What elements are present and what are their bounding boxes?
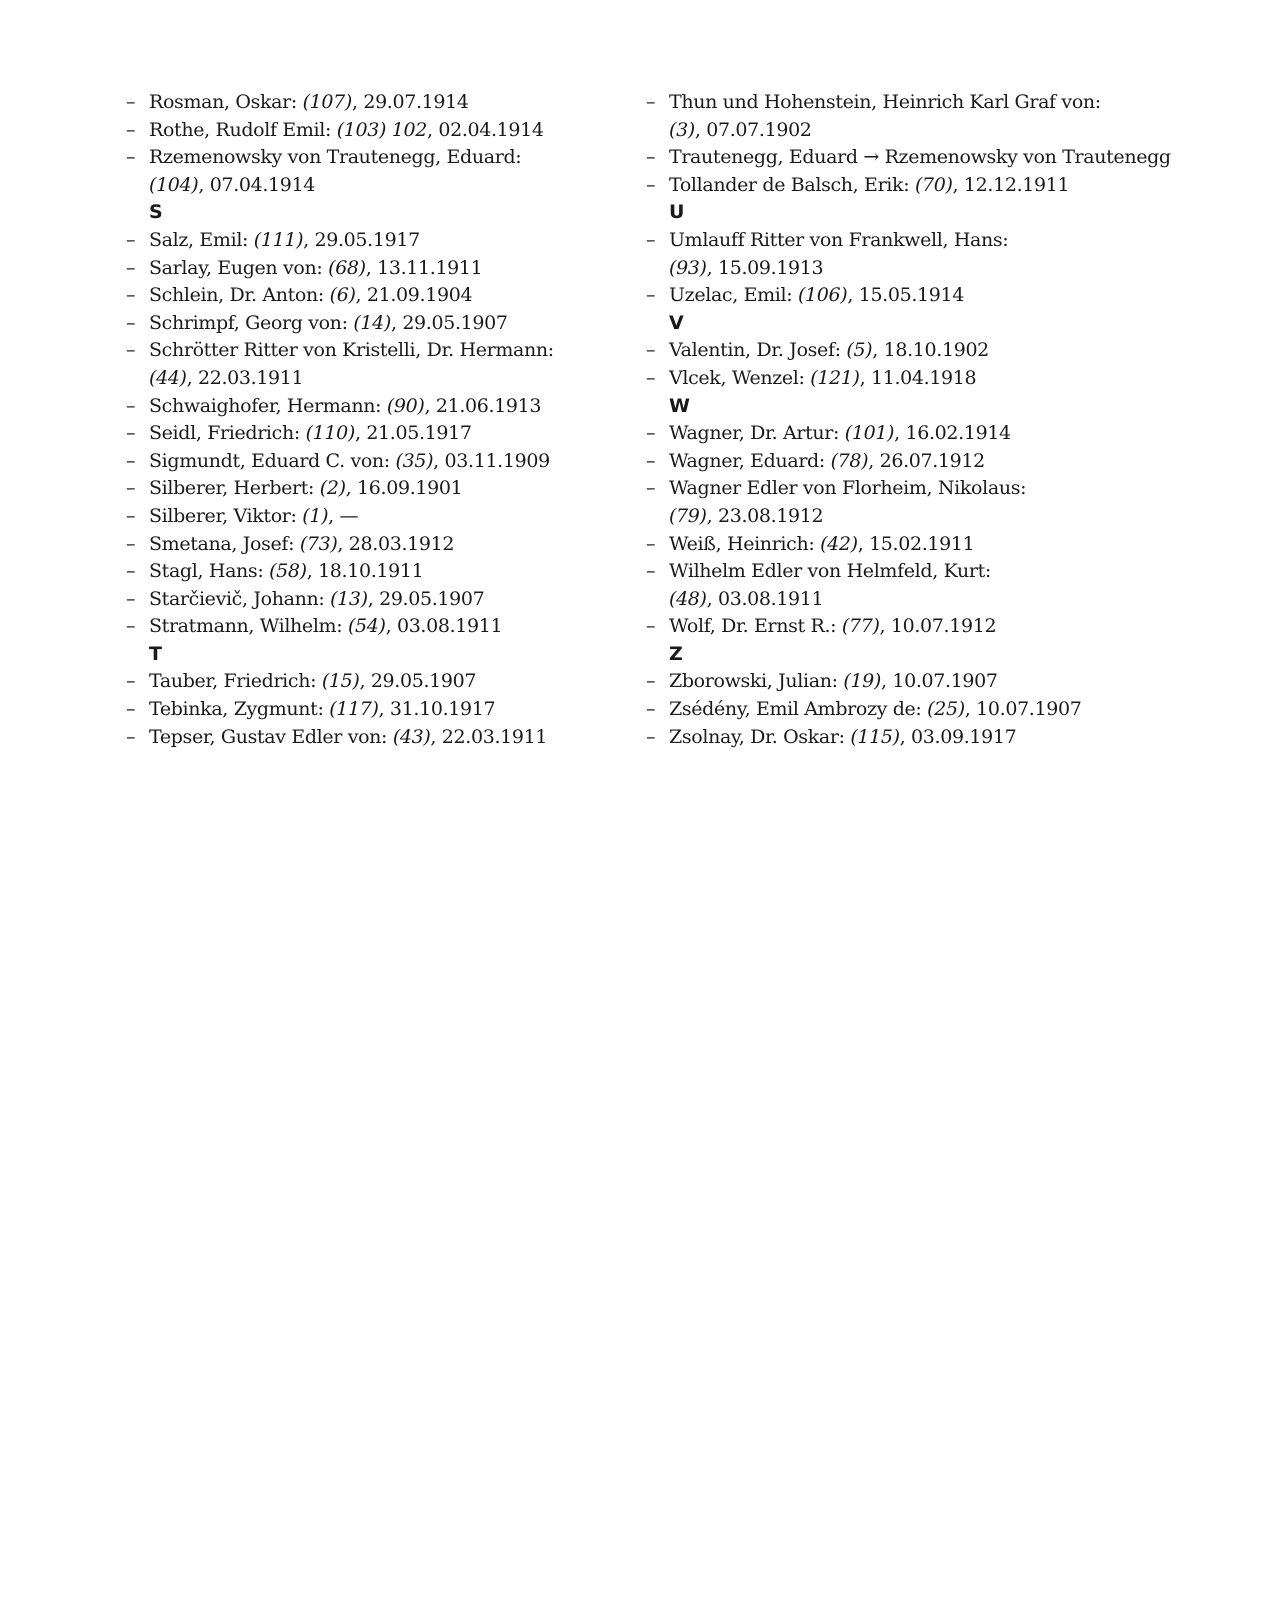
entry-text: , 16.02.1914 [894, 422, 1011, 445]
index-entry [126, 89, 606, 117]
entry-line [149, 89, 606, 117]
entry-text: Rzemenowsky von Trautenegg, Eduard: [149, 146, 522, 169]
index-entry [126, 420, 606, 448]
entry-text: Tepser, Gustav Edler von: [149, 725, 393, 748]
entry-dash: – [126, 670, 136, 693]
entry-text: Umlauff Ritter von Frankwell, Hans: [669, 228, 1009, 251]
entry-dash: – [646, 532, 656, 555]
entry-text: , 26.07.1912 [868, 449, 985, 472]
entry-reference-number: (35) [395, 449, 434, 472]
entry-dash: – [646, 422, 656, 445]
entry-text: Schrötter Ritter von Kristelli, Dr. Hermann: [149, 339, 554, 362]
index-entry [646, 696, 1206, 724]
entry-text: Salz, Emil: [149, 228, 254, 251]
entry-text: Zsédény, Emil Ambrozy de: [669, 698, 928, 721]
entry-dash: – [646, 725, 656, 748]
entry-text: Thun und Hohenstein, Heinrich Karl Graf von: [669, 91, 1101, 113]
entry-line [669, 586, 1206, 614]
entry-line [669, 89, 1206, 117]
entry-text: , 10.07.1907 [964, 698, 1082, 721]
entry-line [149, 172, 606, 200]
entry-text: Tebinka, Zygmunt: [149, 698, 330, 721]
entry-line [149, 586, 606, 614]
entry-reference-number: (54) [347, 615, 386, 638]
entry-line [669, 475, 1206, 503]
entry-text: Wolf, Dr. Ernst R.: [669, 615, 842, 638]
entry-line [149, 558, 606, 586]
entry-text: Seidl, Friedrich: [149, 422, 306, 445]
entry-dash: – [126, 284, 136, 307]
entry-text: , 07.04.1914 [198, 173, 316, 196]
entry-dash: – [646, 228, 656, 251]
entry-line [149, 420, 606, 448]
entry-reference-number: (110) [305, 422, 355, 445]
entry-reference-number: (121) [810, 366, 860, 389]
index-entry [126, 613, 606, 641]
entry-text: , 03.08.1911 [385, 615, 503, 638]
entry-text: , 29.05.1907 [390, 311, 508, 334]
index-entry [126, 117, 606, 145]
entry-text: , 28.03.1912 [337, 532, 455, 555]
section-letter: U [669, 201, 685, 224]
index-entry [646, 282, 1206, 310]
entry-text: , 15.05.1914 [847, 284, 964, 307]
entry-dash: – [126, 422, 136, 445]
entry-text: Weiß, Heinrich: [669, 532, 821, 555]
entry-text: Zsolnay, Dr. Oskar: [669, 725, 851, 748]
index-entry [126, 393, 606, 421]
index-entry [126, 586, 606, 614]
entry-dash: – [126, 725, 136, 748]
entry-line [669, 144, 1206, 172]
entry-text: Silberer, Herbert: [149, 477, 320, 500]
entry-line [149, 531, 606, 559]
entry-text: Silberer, Viktor: [149, 504, 303, 527]
entry-text: , 02.04.1914 [426, 118, 544, 141]
index-entry [646, 172, 1206, 200]
entry-line [669, 227, 1206, 255]
entry-dash: – [126, 339, 136, 362]
entry-text: , 15.09.1913 [706, 256, 824, 279]
entry-reference-number: (43) [392, 725, 431, 748]
entry-dash: – [646, 449, 656, 472]
entry-reference-number: (5) [846, 339, 873, 362]
entry-reference-number: (104) [149, 173, 199, 196]
entry-dash: – [646, 173, 656, 196]
entry-reference-number: (90) [386, 394, 425, 417]
index-entry [126, 282, 606, 310]
entry-text: , 23.08.1912 [706, 504, 824, 527]
entry-dash: – [646, 366, 656, 389]
entry-text: Vlcek, Wenzel: [669, 366, 811, 389]
entry-line [669, 668, 1206, 696]
entry-text: Stratmann, Wilhelm: [149, 615, 348, 638]
section-letter: W [669, 394, 690, 417]
index-entry [646, 144, 1206, 172]
entry-dash: – [646, 615, 656, 638]
entry-text: Sigmundt, Eduard C. von: [149, 449, 396, 472]
entry-reference-number: (25) [927, 698, 965, 721]
entry-reference-number: (77) [841, 615, 880, 638]
entry-reference-number: (78) [830, 449, 869, 472]
entry-dash: – [646, 339, 656, 362]
entry-line [149, 475, 606, 503]
entry-line [669, 531, 1206, 559]
entry-text: Stagl, Hans: [149, 560, 270, 583]
entry-text: , 29.05.1917 [303, 228, 420, 251]
entry-text: Zborowski, Julian: [669, 670, 844, 693]
entry-line [669, 503, 1206, 531]
index-entry [646, 337, 1206, 365]
entry-line [669, 696, 1206, 724]
entry-text: , 11.04.1918 [859, 366, 977, 389]
entry-line [149, 337, 606, 365]
entry-line [149, 696, 606, 724]
index-entry [126, 337, 606, 392]
entry-reference-number: (93) [669, 256, 707, 279]
entry-line [669, 255, 1206, 283]
entry-reference-number: (70) [914, 173, 953, 196]
entry-reference-number: (111) [253, 228, 304, 251]
entry-line [149, 310, 606, 338]
index-entry [646, 613, 1206, 641]
entry-dash: – [646, 698, 656, 721]
index-entry [126, 558, 606, 586]
index-column-right [646, 89, 1206, 751]
entry-text: Schlein, Dr. Anton: [149, 284, 330, 307]
entry-dash: – [126, 504, 136, 527]
entry-dash: – [126, 587, 136, 610]
entry-text: , 03.08.1911 [706, 587, 824, 610]
entry-line [669, 420, 1206, 448]
entry-line [149, 255, 606, 283]
entry-text: , 21.09.1904 [355, 284, 473, 307]
entry-dash: – [646, 670, 656, 693]
entry-line [669, 337, 1206, 365]
entry-dash: – [126, 228, 136, 251]
entry-reference-number: (68) [328, 256, 366, 279]
entry-text: , 31.10.1917 [378, 698, 496, 721]
entry-text: Tauber, Friedrich: [149, 670, 322, 693]
section-letter: S [149, 201, 163, 224]
entry-reference-number: (117) [329, 698, 379, 721]
entry-text: , 03.09.1917 [899, 725, 1017, 748]
entry-text: , 29.05.1907 [367, 587, 485, 610]
entry-reference-number: (103) 102 [336, 118, 427, 141]
entry-reference-number: (42) [820, 532, 858, 555]
section-letter: T [149, 642, 162, 665]
entry-reference-number: (15) [321, 670, 360, 693]
entry-line [669, 724, 1206, 752]
entry-text: , 15.02.1911 [857, 532, 975, 555]
entry-text: , 22.03.1911 [430, 725, 548, 748]
entry-line [149, 393, 606, 421]
entry-reference-number: (6) [329, 284, 356, 307]
entry-text: Wagner, Dr. Artur: [669, 422, 845, 445]
entry-text: Wilhelm Edler von Helmfeld, Kurt: [669, 560, 991, 583]
entry-text: , 29.05.1907 [359, 670, 477, 693]
entry-text: , 13.11.1911 [365, 256, 483, 279]
entry-line [669, 172, 1206, 200]
entry-reference-number: (73) [299, 532, 338, 555]
index-entry [646, 227, 1206, 282]
entry-line [149, 613, 606, 641]
entry-text: Sarlay, Eugen von: [149, 256, 329, 279]
entry-line [669, 117, 1206, 145]
entry-dash: – [126, 256, 136, 279]
entry-text: Smetana, Josef: [149, 532, 300, 555]
entry-line [149, 668, 606, 696]
index-entry [646, 365, 1206, 393]
entry-text: Trautenegg, Eduard → Rzemenowsky von Trautenegg [669, 146, 1171, 169]
entry-line [149, 365, 606, 393]
entry-text: Schwaighofer, Hermann: [149, 394, 387, 417]
entry-line [149, 117, 606, 145]
entry-text: Schrimpf, Georg von: [149, 311, 354, 334]
entry-text: , 16.09.1901 [345, 477, 463, 500]
entry-text: , 21.06.1913 [424, 394, 542, 417]
entry-line [669, 613, 1206, 641]
entry-text: , 18.10.1911 [306, 560, 424, 583]
entry-line [149, 144, 606, 172]
entry-text: Valentin, Dr. Josef: [669, 339, 847, 362]
entry-reference-number: (107) [302, 91, 352, 113]
entry-text: Starčievič, Johann: [149, 587, 331, 610]
index-entry [646, 531, 1206, 559]
entry-text: Tollander de Balsch, Erik: [669, 173, 915, 196]
entry-dash: – [126, 698, 136, 721]
entry-line [149, 503, 606, 531]
entry-line [149, 448, 606, 476]
entry-dash: – [646, 284, 656, 307]
entry-dash: – [126, 91, 136, 113]
entry-text: Rothe, Rudolf Emil: [149, 118, 337, 141]
entry-dash: – [126, 560, 136, 583]
entry-reference-number: (2) [319, 477, 346, 500]
index-entry [126, 724, 606, 752]
entry-text: , 10.07.1912 [879, 615, 997, 638]
entry-dash: – [126, 532, 136, 555]
entry-text: Wagner Edler von Florheim, Nikolaus: [669, 477, 1027, 500]
entry-line [669, 282, 1206, 310]
index-entry [126, 531, 606, 559]
entry-dash: – [126, 394, 136, 417]
entry-reference-number: (1) [302, 504, 329, 527]
entry-reference-number: (79) [669, 504, 707, 527]
index-entry [646, 475, 1206, 530]
entry-dash: – [646, 477, 656, 500]
entry-line [669, 448, 1206, 476]
entry-dash: – [646, 91, 656, 113]
index-entry [126, 668, 606, 696]
entry-reference-number: (106) [797, 284, 848, 307]
entry-dash: – [126, 615, 136, 638]
entry-line [669, 558, 1206, 586]
entry-reference-number: (115) [850, 725, 900, 748]
entry-reference-number: (13) [330, 587, 368, 610]
entry-line [669, 365, 1206, 393]
index-entry [126, 144, 606, 199]
entry-line [149, 724, 606, 752]
section-letter: V [669, 311, 684, 334]
entry-text: Wagner, Eduard: [669, 449, 831, 472]
entry-text: , 12.12.1911 [952, 173, 1070, 196]
entry-line [149, 282, 606, 310]
entry-text: , 10.07.1907 [880, 670, 998, 693]
entry-reference-number: (48) [669, 587, 707, 610]
entry-dash: – [126, 449, 136, 472]
entry-text: , 22.03.1911 [186, 366, 304, 389]
index-entry [646, 558, 1206, 613]
index-entry [126, 475, 606, 503]
entry-reference-number: (19) [843, 670, 881, 693]
entry-text: Uzelac, Emil: [669, 284, 798, 307]
entry-text: , 21.05.1917 [354, 422, 472, 445]
entry-dash: – [126, 146, 136, 169]
entry-reference-number: (58) [269, 560, 307, 583]
entry-dash: – [646, 146, 656, 169]
index-column-left [126, 89, 606, 751]
index-entry [646, 89, 1206, 144]
entry-reference-number: (101) [844, 422, 895, 445]
entry-text: , 18.10.1902 [872, 339, 989, 362]
index-entry [126, 255, 606, 283]
index-entry [126, 227, 606, 255]
entry-text: , 29.07.1914 [351, 91, 469, 113]
index-entry [646, 420, 1206, 448]
entry-text: , 07.07.1902 [694, 118, 812, 141]
entry-reference-number: (44) [149, 366, 187, 389]
entry-dash: – [126, 311, 136, 334]
entry-text: Rosman, Oskar: [149, 91, 303, 113]
entry-reference-number: (3) [669, 118, 695, 141]
index-entry [646, 724, 1206, 752]
entry-dash: – [126, 477, 136, 500]
index-entry [126, 310, 606, 338]
index-entry [646, 668, 1206, 696]
index-entry [126, 503, 606, 531]
entry-reference-number: (14) [353, 311, 391, 334]
index-entry [126, 448, 606, 476]
entry-dash: – [646, 560, 656, 583]
entry-text: , — [328, 504, 359, 527]
index-entry [646, 448, 1206, 476]
index-entry [126, 696, 606, 724]
entry-dash: – [126, 118, 136, 141]
section-letter: Z [669, 642, 683, 665]
entry-text: , 03.11.1909 [433, 449, 550, 472]
entry-line [149, 227, 606, 255]
